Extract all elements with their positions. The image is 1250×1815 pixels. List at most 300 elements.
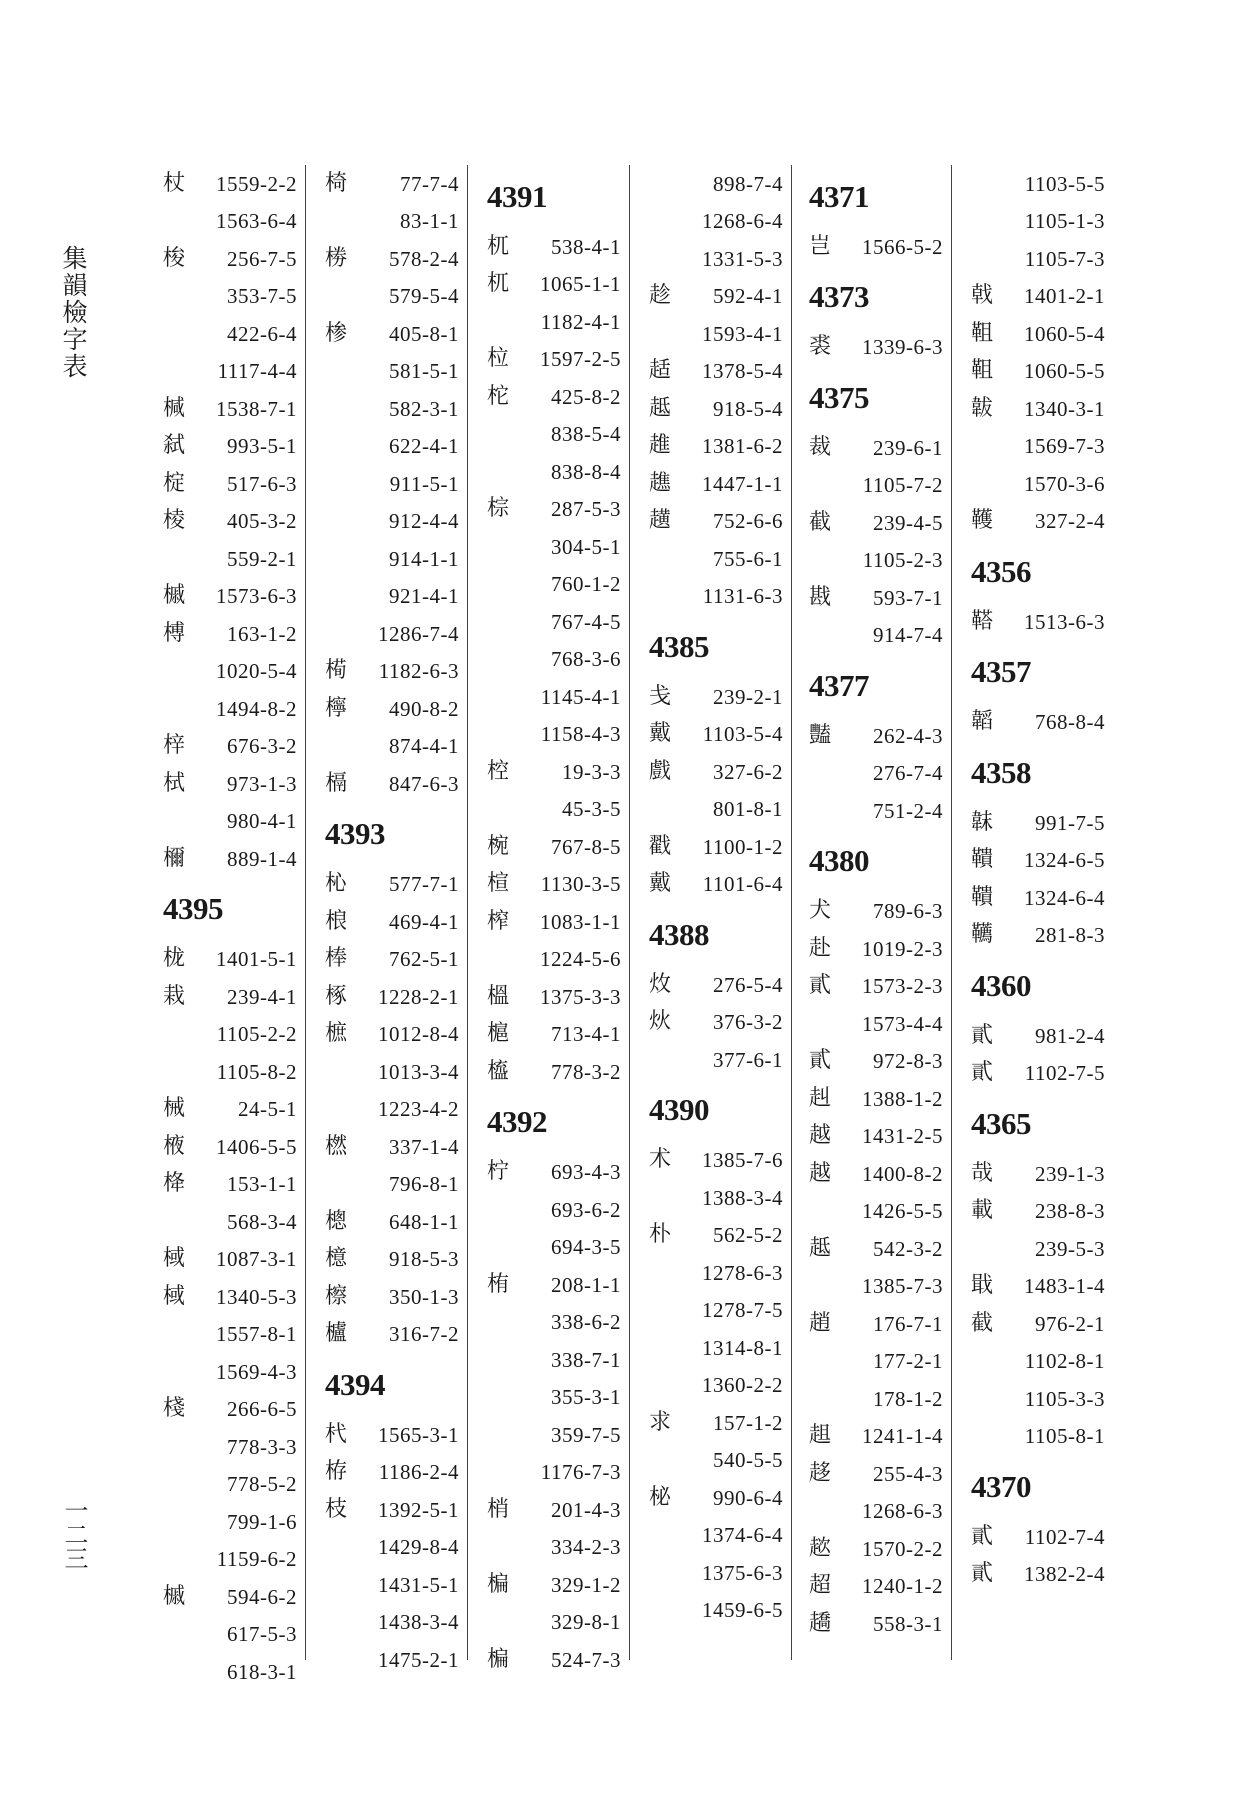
entry-reference: 1431-2-5 bbox=[862, 1124, 943, 1149]
entry-reference: 1382-2-4 bbox=[1024, 1562, 1105, 1587]
entry-reference: 755-6-1 bbox=[713, 546, 783, 571]
index-entry bbox=[649, 578, 791, 616]
entry-character: 韉 bbox=[971, 922, 994, 948]
index-entry bbox=[971, 1155, 1113, 1193]
index-entry bbox=[649, 1179, 791, 1217]
entry-character: 楄 bbox=[487, 1571, 510, 1597]
entry-character: 趡 bbox=[649, 433, 672, 459]
entry-reference: 334-2-3 bbox=[551, 1535, 621, 1560]
index-entry bbox=[325, 690, 467, 728]
index-entry bbox=[809, 893, 951, 931]
entry-reference: 201-4-3 bbox=[551, 1497, 621, 1522]
entry-character: 趆 bbox=[809, 1235, 832, 1261]
entry-character: 桹 bbox=[325, 908, 348, 934]
index-entry bbox=[325, 1316, 467, 1354]
index-entry bbox=[163, 315, 305, 353]
entry-character: 橪 bbox=[325, 1133, 348, 1159]
entry-reference: 693-4-3 bbox=[551, 1160, 621, 1185]
index-entry bbox=[809, 1493, 951, 1531]
entry-reference: 83-1-1 bbox=[400, 209, 459, 234]
entry-reference: 778-3-2 bbox=[551, 1059, 621, 1084]
entry-character: 趭 bbox=[649, 470, 672, 496]
index-entry bbox=[487, 266, 629, 304]
entry-reference: 1573-2-3 bbox=[862, 974, 943, 999]
entry-reference: 912-4-4 bbox=[389, 509, 459, 534]
entry-reference: 1105-1-3 bbox=[1024, 209, 1105, 234]
entry-reference: 559-2-1 bbox=[227, 546, 297, 571]
index-entry bbox=[971, 165, 1113, 203]
entry-reference: 24-5-1 bbox=[238, 1097, 297, 1122]
entry-reference: 1324-6-5 bbox=[1024, 848, 1105, 873]
entry-reference: 1278-6-3 bbox=[702, 1260, 783, 1285]
index-entry bbox=[325, 315, 467, 353]
entry-reference: 1569-7-3 bbox=[1024, 434, 1105, 459]
entry-reference: 1105-8-1 bbox=[1024, 1424, 1105, 1449]
section-number: 4358 bbox=[971, 754, 1031, 790]
index-entry bbox=[325, 866, 467, 904]
entry-character: 戟 bbox=[971, 283, 994, 309]
index-entry bbox=[325, 1278, 467, 1316]
index-entry bbox=[325, 1529, 467, 1567]
entry-reference: 796-8-1 bbox=[389, 1172, 459, 1197]
entry-reference: 799-1-6 bbox=[227, 1509, 297, 1534]
index-entry bbox=[325, 165, 467, 203]
entry-reference: 594-6-2 bbox=[227, 1584, 297, 1609]
index-entry bbox=[649, 966, 791, 1004]
entry-reference: 1083-1-1 bbox=[540, 909, 621, 934]
entry-reference: 801-8-1 bbox=[713, 797, 783, 822]
index-entry bbox=[487, 978, 629, 1016]
entry-reference: 1513-6-3 bbox=[1024, 609, 1105, 634]
index-column bbox=[325, 165, 468, 1672]
entry-reference: 405-3-2 bbox=[227, 509, 297, 534]
entry-character: 椅 bbox=[325, 170, 348, 196]
entry-character: 趏 bbox=[649, 358, 672, 384]
section-number: 4391 bbox=[487, 178, 547, 214]
index-entry bbox=[163, 1428, 305, 1466]
entry-reference: 239-2-1 bbox=[713, 684, 783, 709]
section-number: 4371 bbox=[809, 178, 869, 214]
index-entry bbox=[163, 203, 305, 241]
entry-character: 檸 bbox=[325, 695, 348, 721]
entry-reference: 1339-6-3 bbox=[862, 335, 943, 360]
entry-reference: 752-6-6 bbox=[713, 509, 783, 534]
index-entry bbox=[487, 828, 629, 866]
entry-reference: 45-3-5 bbox=[562, 797, 621, 822]
entry-character: 超 bbox=[809, 1573, 832, 1599]
entry-character: 栽 bbox=[163, 983, 186, 1009]
index-entry bbox=[971, 804, 1113, 842]
index-entry bbox=[163, 1466, 305, 1504]
entry-reference: 980-4-1 bbox=[227, 809, 297, 834]
entry-reference: 568-3-4 bbox=[227, 1209, 297, 1234]
index-entry bbox=[971, 1380, 1113, 1418]
entry-character: 棫 bbox=[163, 1283, 186, 1309]
entry-reference: 1331-5-3 bbox=[702, 246, 783, 271]
entry-character: 槅 bbox=[325, 770, 348, 796]
entry-reference: 1103-5-5 bbox=[1024, 171, 1105, 196]
entry-reference: 847-6-3 bbox=[389, 771, 459, 796]
index-entry bbox=[649, 1592, 791, 1630]
entry-reference: 542-3-2 bbox=[873, 1236, 943, 1261]
index-entry bbox=[971, 1305, 1113, 1343]
entry-character: 韎 bbox=[971, 809, 994, 835]
index-entry bbox=[649, 678, 791, 716]
index-entry bbox=[809, 755, 951, 793]
entry-reference: 760-1-2 bbox=[551, 572, 621, 597]
entry-reference: 1019-2-3 bbox=[862, 936, 943, 961]
index-entry bbox=[649, 428, 791, 466]
entry-character: 求 bbox=[649, 1409, 672, 1435]
entry-character: 趁 bbox=[649, 283, 672, 309]
entry-reference: 838-8-4 bbox=[551, 459, 621, 484]
entry-character: 榑 bbox=[163, 620, 186, 646]
entry-reference: 1593-4-1 bbox=[702, 321, 783, 346]
index-entry bbox=[325, 1203, 467, 1241]
index-entry bbox=[649, 1329, 791, 1367]
entry-reference: 1360-2-2 bbox=[702, 1373, 783, 1398]
entry-reference: 991-7-5 bbox=[1035, 810, 1105, 835]
index-entry bbox=[487, 753, 629, 791]
entry-character: 杺 bbox=[325, 871, 348, 897]
entry-reference: 1385-7-3 bbox=[862, 1274, 943, 1299]
entry-reference: 517-6-3 bbox=[227, 471, 297, 496]
index-entry bbox=[163, 615, 305, 653]
entry-character: 趪 bbox=[649, 508, 672, 534]
index-entry bbox=[163, 165, 305, 203]
index-entry bbox=[487, 866, 629, 904]
index-entry bbox=[971, 1193, 1113, 1231]
index-entry bbox=[163, 1616, 305, 1654]
section-number: 4356 bbox=[971, 553, 1031, 589]
entry-reference: 425-8-2 bbox=[551, 384, 621, 409]
entry-reference: 1268-6-4 bbox=[702, 209, 783, 234]
entry-reference: 208-1-1 bbox=[551, 1272, 621, 1297]
entry-reference: 1102-7-4 bbox=[1024, 1524, 1105, 1549]
entry-character: 椷 bbox=[163, 395, 186, 421]
entry-reference: 973-1-3 bbox=[227, 771, 297, 796]
entry-character: 椌 bbox=[487, 758, 510, 784]
entry-character: 載 bbox=[971, 1198, 994, 1224]
index-entry bbox=[971, 704, 1113, 742]
index-entry bbox=[809, 792, 951, 830]
entry-reference: 490-8-2 bbox=[389, 696, 459, 721]
entry-character: 貳 bbox=[971, 1523, 994, 1549]
entry-reference: 898-7-4 bbox=[713, 171, 783, 196]
section-heading bbox=[971, 540, 1113, 603]
index-entry bbox=[649, 503, 791, 541]
entry-reference: 19-3-3 bbox=[562, 759, 621, 784]
entry-reference: 157-1-2 bbox=[713, 1410, 783, 1435]
entry-reference: 350-1-3 bbox=[389, 1284, 459, 1309]
entry-character: 椦 bbox=[325, 245, 348, 271]
entry-reference: 1060-5-4 bbox=[1024, 321, 1105, 346]
index-entry bbox=[971, 842, 1113, 880]
entry-reference: 914-1-1 bbox=[389, 546, 459, 571]
index-entry bbox=[325, 903, 467, 941]
section-heading bbox=[809, 830, 951, 893]
section-number: 4365 bbox=[971, 1105, 1031, 1141]
entry-reference: 1105-3-3 bbox=[1024, 1386, 1105, 1411]
entry-character: 棭 bbox=[163, 1133, 186, 1159]
index-entry bbox=[649, 1217, 791, 1255]
entry-reference: 578-2-4 bbox=[389, 246, 459, 271]
index-entry bbox=[163, 1016, 305, 1054]
entry-character: 柁 bbox=[487, 383, 510, 409]
index-entry bbox=[487, 716, 629, 754]
index-entry bbox=[487, 1229, 629, 1267]
index-entry bbox=[325, 978, 467, 1016]
index-entry bbox=[809, 228, 951, 266]
entry-reference: 1570-2-2 bbox=[862, 1536, 943, 1561]
entry-character: 裘 bbox=[809, 334, 832, 360]
index-entry bbox=[809, 968, 951, 1006]
entry-character: 截 bbox=[809, 509, 832, 535]
entry-reference: 163-1-2 bbox=[227, 621, 297, 646]
entry-character: 炇 bbox=[649, 971, 672, 997]
entry-reference: 778-3-3 bbox=[227, 1434, 297, 1459]
index-entry bbox=[971, 315, 1113, 353]
entry-reference: 256-7-5 bbox=[227, 246, 297, 271]
entry-reference: 1573-4-4 bbox=[862, 1011, 943, 1036]
index-entry bbox=[325, 1166, 467, 1204]
entry-character: 檫 bbox=[325, 1283, 348, 1309]
entry-character: 槆 bbox=[325, 658, 348, 684]
entry-reference: 1566-5-2 bbox=[862, 234, 943, 259]
index-entry bbox=[487, 678, 629, 716]
entry-reference: 767-4-5 bbox=[551, 609, 621, 634]
entry-reference: 593-7-1 bbox=[873, 585, 943, 610]
index-entry bbox=[971, 1418, 1113, 1456]
entry-reference: 1087-3-1 bbox=[216, 1247, 297, 1272]
entry-reference: 1388-1-2 bbox=[862, 1086, 943, 1111]
side-title: 集韻檢字表 bbox=[59, 245, 88, 380]
index-entry bbox=[971, 1017, 1113, 1055]
section-number: 4360 bbox=[971, 967, 1031, 1003]
index-entry bbox=[163, 278, 305, 316]
entry-reference: 178-1-2 bbox=[873, 1386, 943, 1411]
entry-reference: 376-3-2 bbox=[713, 1010, 783, 1035]
index-entry bbox=[809, 329, 951, 367]
entry-reference: 1314-8-1 bbox=[702, 1335, 783, 1360]
entry-reference: 889-1-4 bbox=[227, 846, 297, 871]
page-number: 一二三 bbox=[60, 1498, 88, 1570]
entry-character: 樜 bbox=[325, 1021, 348, 1047]
entry-character: 炏 bbox=[649, 1009, 672, 1035]
entry-character: 椀 bbox=[487, 833, 510, 859]
index-entry bbox=[163, 653, 305, 691]
index-entry bbox=[163, 1353, 305, 1391]
index-entry bbox=[649, 1479, 791, 1517]
entry-reference: 1375-6-3 bbox=[702, 1560, 783, 1585]
entry-reference: 1557-8-1 bbox=[216, 1322, 297, 1347]
entry-reference: 918-5-4 bbox=[713, 396, 783, 421]
index-entry bbox=[487, 791, 629, 829]
index-entry bbox=[163, 1128, 305, 1166]
entry-reference: 281-8-3 bbox=[1035, 923, 1105, 948]
entry-character: 韄 bbox=[971, 508, 994, 534]
index-entry bbox=[971, 390, 1113, 428]
index-entry bbox=[971, 465, 1113, 503]
entry-character: 棫 bbox=[163, 1246, 186, 1272]
entry-character: 戴 bbox=[649, 871, 672, 897]
entry-reference: 1130-3-5 bbox=[540, 872, 621, 897]
entry-reference: 1105-2-3 bbox=[862, 548, 943, 573]
index-entry bbox=[649, 1041, 791, 1079]
index-entry bbox=[971, 503, 1113, 541]
entry-character: 椗 bbox=[163, 470, 186, 496]
entry-reference: 1597-2-5 bbox=[540, 347, 621, 372]
entry-character: 越 bbox=[809, 1123, 832, 1149]
entry-reference: 238-8-3 bbox=[1035, 1199, 1105, 1224]
entry-reference: 558-3-1 bbox=[873, 1611, 943, 1636]
index-entry bbox=[649, 1367, 791, 1405]
index-entry bbox=[487, 416, 629, 454]
entry-reference: 1400-8-2 bbox=[862, 1161, 943, 1186]
entry-reference: 304-5-1 bbox=[551, 534, 621, 559]
entry-reference: 976-2-1 bbox=[1035, 1311, 1105, 1336]
entry-reference: 355-3-1 bbox=[551, 1385, 621, 1410]
entry-reference: 768-8-4 bbox=[1035, 710, 1105, 735]
entry-character: 梢 bbox=[487, 1496, 510, 1522]
entry-character: 貳 bbox=[971, 1561, 994, 1587]
entry-reference: 972-8-3 bbox=[873, 1049, 943, 1074]
entry-reference: 1145-4-1 bbox=[540, 684, 621, 709]
index-entry bbox=[649, 1254, 791, 1292]
entry-character: 械 bbox=[163, 1096, 186, 1122]
entry-reference: 1182-6-3 bbox=[378, 659, 459, 684]
entry-reference: 1426-5-5 bbox=[862, 1199, 943, 1224]
index-entry bbox=[325, 765, 467, 803]
index-entry bbox=[649, 1442, 791, 1480]
index-entry bbox=[809, 1118, 951, 1156]
index-entry bbox=[325, 540, 467, 578]
index-entry bbox=[809, 1605, 951, 1643]
index-column bbox=[163, 165, 306, 1684]
index-entry bbox=[809, 1155, 951, 1193]
entry-reference: 911-5-1 bbox=[389, 471, 459, 496]
entry-reference: 1158-4-3 bbox=[540, 722, 621, 747]
entry-reference: 377-6-1 bbox=[713, 1047, 783, 1072]
entry-reference: 1105-7-3 bbox=[1024, 246, 1105, 271]
index-entry bbox=[163, 428, 305, 466]
entry-character: 韜 bbox=[971, 709, 994, 735]
index-entry bbox=[163, 1391, 305, 1429]
index-entry bbox=[325, 941, 467, 979]
entry-character: 栊 bbox=[163, 946, 186, 972]
index-entry bbox=[649, 716, 791, 754]
section-number: 4388 bbox=[649, 916, 709, 952]
entry-character: 岂 bbox=[809, 233, 832, 259]
index-entry bbox=[487, 1266, 629, 1304]
index-entry bbox=[325, 1241, 467, 1279]
entry-reference: 1340-5-3 bbox=[216, 1284, 297, 1309]
index-entry bbox=[163, 540, 305, 578]
entry-character: 弑 bbox=[163, 433, 186, 459]
index-entry bbox=[809, 617, 951, 655]
index-entry bbox=[487, 1053, 629, 1091]
entry-reference: 1374-6-4 bbox=[702, 1523, 783, 1548]
index-entry bbox=[809, 1530, 951, 1568]
index-entry bbox=[325, 1128, 467, 1166]
entry-character: 杖 bbox=[163, 170, 186, 196]
index-entry bbox=[971, 603, 1113, 641]
section-number: 4357 bbox=[971, 654, 1031, 689]
index-entry bbox=[809, 1380, 951, 1418]
section-number: 4370 bbox=[971, 1468, 1031, 1504]
entry-character: 杌 bbox=[487, 233, 510, 259]
entry-character: 趫 bbox=[809, 1610, 832, 1636]
entry-reference: 1392-5-1 bbox=[378, 1497, 459, 1522]
entry-character: 杙 bbox=[325, 1421, 348, 1447]
entry-reference: 1569-4-3 bbox=[216, 1359, 297, 1384]
index-entry bbox=[163, 390, 305, 428]
index-entry bbox=[163, 1278, 305, 1316]
entry-reference: 153-1-1 bbox=[227, 1172, 297, 1197]
entry-character: 棕 bbox=[487, 496, 510, 522]
entry-character: 榲 bbox=[487, 983, 510, 1009]
index-entry bbox=[325, 278, 467, 316]
entry-character: 戋 bbox=[649, 683, 672, 709]
index-entry bbox=[809, 1568, 951, 1606]
index-entry bbox=[325, 240, 467, 278]
entry-reference: 239-4-1 bbox=[227, 984, 297, 1009]
index-entry bbox=[487, 228, 629, 266]
entry-reference: 581-5-1 bbox=[389, 359, 459, 384]
index-entry bbox=[971, 203, 1113, 241]
entry-character: 戡 bbox=[809, 584, 832, 610]
entry-character: 豔 bbox=[809, 722, 832, 748]
entry-reference: 1102-7-5 bbox=[1024, 1061, 1105, 1086]
index-entry bbox=[325, 353, 467, 391]
section-heading bbox=[971, 1455, 1113, 1518]
index-entry bbox=[163, 728, 305, 766]
entry-reference: 469-4-1 bbox=[389, 909, 459, 934]
entry-reference: 874-4-1 bbox=[389, 734, 459, 759]
entry-reference: 981-2-4 bbox=[1035, 1023, 1105, 1048]
entry-character: 櫨 bbox=[325, 1321, 348, 1347]
section-number: 4393 bbox=[325, 816, 385, 851]
index-entry bbox=[649, 1142, 791, 1180]
entry-character: 戲 bbox=[649, 758, 672, 784]
index-entry bbox=[971, 240, 1113, 278]
section-heading bbox=[809, 654, 951, 717]
entry-reference: 1565-3-1 bbox=[378, 1422, 459, 1447]
index-entry bbox=[649, 1004, 791, 1042]
index-entry bbox=[649, 791, 791, 829]
index-entry bbox=[487, 1641, 629, 1679]
index-entry bbox=[809, 542, 951, 580]
entry-reference: 1223-4-2 bbox=[378, 1097, 459, 1122]
entry-character: 棱 bbox=[163, 508, 186, 534]
index-entry bbox=[487, 1191, 629, 1229]
entry-reference: 353-7-5 bbox=[227, 284, 297, 309]
section-heading bbox=[971, 641, 1113, 704]
entry-reference: 1105-8-2 bbox=[216, 1059, 297, 1084]
entry-reference: 1385-7-6 bbox=[702, 1148, 783, 1173]
entry-reference: 338-6-2 bbox=[551, 1310, 621, 1335]
index-entry bbox=[487, 1416, 629, 1454]
entry-reference: 990-6-4 bbox=[713, 1485, 783, 1510]
entry-reference: 1494-8-2 bbox=[216, 696, 297, 721]
entry-reference: 1429-8-4 bbox=[378, 1535, 459, 1560]
entry-reference: 1020-5-4 bbox=[216, 659, 297, 684]
section-number: 4375 bbox=[809, 379, 869, 415]
entry-reference: 255-4-3 bbox=[873, 1461, 943, 1486]
entry-reference: 1131-6-3 bbox=[702, 584, 783, 609]
index-entry bbox=[163, 690, 305, 728]
section-number: 4380 bbox=[809, 843, 869, 878]
